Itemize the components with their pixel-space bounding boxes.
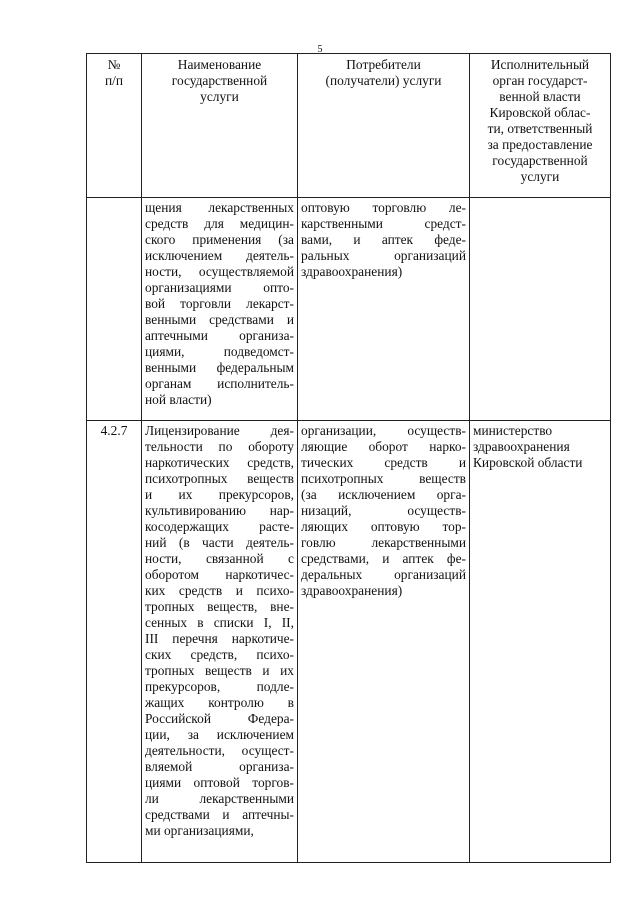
text-line: государственной (492, 153, 588, 168)
header-authority (470, 54, 611, 198)
text-line: орган государст- (492, 73, 588, 88)
text-line: ральных организаций (301, 248, 466, 263)
table-row (87, 421, 611, 863)
text-line: министерство (473, 423, 553, 438)
text-line: сенных в списки I, II, (145, 615, 294, 630)
text-line: венными федеральным (145, 360, 294, 375)
text-line: прекурсоров, подле- (145, 679, 294, 694)
text-line: оборотом наркотичес- (145, 567, 294, 582)
text-line: наркотических средств, (145, 455, 294, 470)
text-line: здравоохранения (473, 439, 570, 454)
text-line: Потребители (346, 57, 421, 72)
text-line: деятельности, осущест- (145, 743, 294, 758)
text-line: ляющих оптовую тор- (301, 519, 466, 534)
row-service-name (142, 198, 298, 421)
text-line: ких средств и психо- (145, 583, 294, 598)
text-line: тропных веществ и их (145, 663, 294, 678)
text-line: ности, связанной с (145, 551, 294, 566)
text-line: циями, подведомст- (145, 344, 294, 359)
text-line: ности, осуществляемой (145, 264, 294, 279)
text-line: средств для медицин- (145, 216, 294, 231)
text-line: вами, и аптек феде- (301, 232, 466, 247)
text-line: психотропных веществ (301, 471, 466, 486)
text-line: организации, осуществ- (301, 423, 466, 438)
text-line: и их прекурсоров, (145, 487, 294, 502)
text-line: низаций, осуществ- (301, 503, 466, 518)
text-line: п/п (104, 73, 124, 88)
text-line: органам исполнитель- (145, 376, 294, 391)
row-number: 4.2.7 (87, 421, 142, 863)
row-consumers (298, 198, 470, 421)
text-line: ляющие оборот нарко- (301, 439, 466, 454)
text-line: исключением деятель- (145, 248, 294, 263)
text-line: здравоохранения) (301, 264, 403, 279)
header-service-name (142, 54, 298, 198)
text-line: тических средств и (301, 455, 466, 470)
text-line: жащих контролю в (145, 695, 294, 710)
text-line: ции, за исключением (145, 727, 294, 742)
text-line: Кировской области (473, 455, 583, 470)
text-line: венными средствами и (145, 312, 294, 327)
text-line: карственными средст- (301, 216, 466, 231)
text-line: организациями опто- (145, 280, 294, 295)
text-line: за предоставление (487, 137, 593, 152)
text-line: средствами и аптечны- (145, 807, 294, 822)
text-line: здравоохранения) (301, 583, 403, 598)
text-line: Российской Федера- (145, 711, 294, 726)
services-table (86, 53, 611, 863)
text-line: оптовую торговлю ле- (301, 200, 466, 215)
row-authority (470, 421, 611, 863)
text-line: говлю лекарственными (301, 535, 466, 550)
text-line: государственной (171, 73, 268, 88)
table-header-row (87, 54, 611, 198)
text-line: щения лекарственных (145, 200, 294, 215)
row-number (87, 198, 142, 421)
text-line: ских средств, психо- (145, 647, 294, 662)
text-line: (за исключением орга- (301, 487, 466, 502)
text-line: ти, ответственный (487, 121, 593, 136)
text-line: венной власти (499, 89, 581, 104)
text-line: средствами, и аптек фе- (301, 551, 466, 566)
text-line: психотропных веществ (145, 471, 294, 486)
header-consumers (298, 54, 470, 198)
text-line: Лицензирование дея- (145, 423, 294, 438)
text-line: культивированию нар- (145, 503, 294, 518)
row-service-name (142, 421, 298, 863)
text-line: III перечня наркотиче- (145, 631, 294, 646)
text-line: ний (в части деятель- (145, 535, 294, 550)
page-number: 5 (317, 44, 323, 55)
row-authority (470, 198, 611, 421)
text-line: Исполнительный (490, 57, 590, 72)
text-line: услуги (520, 169, 560, 184)
text-line: ского применения (за (145, 232, 294, 247)
text-line: тропных веществ, вне- (145, 599, 294, 614)
text-line: ми организациями, (145, 823, 254, 838)
text-line: (получатели) услуги (325, 73, 442, 88)
text-line: Наименование (177, 57, 262, 72)
text-line: ли лекарственными (145, 791, 294, 806)
row-consumers (298, 421, 470, 863)
text-line: услуги (200, 89, 239, 104)
text-line: ной власти) (145, 392, 212, 407)
text-line: Кировской облас- (489, 105, 591, 120)
text-line: аптечными организа- (145, 328, 294, 343)
text-line: вляемой организа- (145, 759, 294, 774)
header-number (87, 54, 142, 198)
table-row (87, 198, 611, 421)
text-line: косодержащих расте- (145, 519, 294, 534)
text-line: циями оптовой торгов- (145, 775, 294, 790)
text-line: вой торговли лекарст- (145, 296, 294, 311)
text-line: тельности по обороту (145, 439, 294, 454)
text-line: деральных организаций (301, 567, 466, 582)
text-line: № (107, 57, 121, 72)
